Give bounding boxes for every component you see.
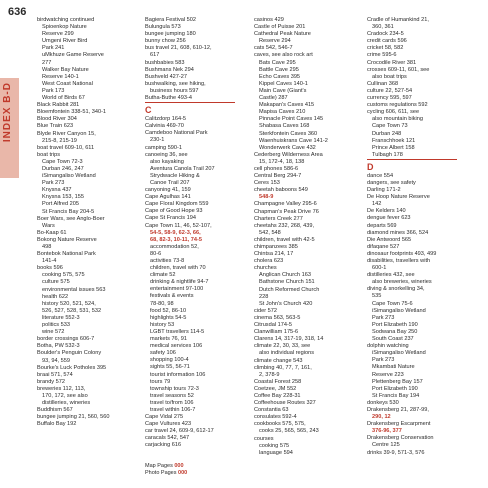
index-entry: donkeys 530 [367,399,399,406]
index-entry: Cape St Francis 194 [145,215,196,222]
index-entry: Calvinia 469-70 [145,123,184,130]
index-subentry: health 622 [42,293,69,300]
index-entry: cider 572 [254,307,278,314]
index-entry: diamond mines 366, 524 [367,229,429,236]
index-subentry: Makapan's Caves 415 [259,102,315,109]
index-subentry: politics 533 [42,322,70,329]
index-entry: caracals 542, 547 [145,435,190,442]
index-entry: bungee jumping 21, 560, 560 [37,414,110,421]
page-legend [145,463,187,477]
index-subentry: Bathstone Church 151 [259,279,315,286]
index-entry: brandy 572 [37,378,65,385]
index-subentry: Tulbagh 178 [372,151,403,158]
index-entry: Buffalo Bay 192 [37,421,77,428]
index-side-tab [0,78,19,178]
index-entry: consulates 592-4 [254,414,297,421]
index-subentry: Sterkfontein Caves 360 [259,130,318,137]
index-entry: Champagne Valley 295-6 [254,201,317,208]
index-entry: credit cards 596 [367,38,407,45]
index-entry: braai 571, 574 [37,371,73,378]
index-subentry: iSimangaliso Wetland [372,350,426,357]
index-subentry: festivals & events [150,293,194,300]
index-subentry: Shabasa Caves 168 [259,123,310,130]
index-entry: boat travel 609-10, 611 [37,144,95,151]
index-entry: dolphin watching [367,343,409,350]
index-subentry: 142 [372,201,382,208]
index-entry: Coffeehouse Routes 327 [254,400,316,407]
index-entry: Clanwilliam 175-6 [254,329,299,336]
index-entry: Buddhism 567 [37,407,73,414]
index-subentry: Castle) 287 [259,95,288,102]
index-subentry: Spioenkop Nature [42,24,87,31]
index-entry: birdwatching continued [37,17,95,23]
index-subentry: activities 73-8 [150,258,185,264]
index-entry: Boulder's Penguin Colony [37,350,102,357]
index-subentry: Battle Cave 295 [259,66,299,73]
index-subentry: medical services 106 [150,343,203,350]
index-entry: departs 569 [367,222,397,229]
section-divider [145,102,235,103]
index-entry: cats 542, 546-7 [254,45,293,52]
index-subentry: township tours 72-3 [150,385,199,392]
index-entry: currency 595, 597 [367,95,412,102]
index-subentry: climate 52 [150,272,176,279]
index-entry: Botha, PW 532-3 [37,343,80,350]
index-column-2 [145,17,237,450]
index-subentry: Port Alfred 205 [42,201,80,208]
photo-pages-value: 000 [178,470,188,476]
index-entry: Citrusdal 174-5 [254,322,292,329]
index-subentry: tours 79 [150,378,171,385]
index-entry: crime 595-6 [367,52,397,59]
index-subentry: children, travel with 70 [150,265,206,272]
index-entry: Cape Vidal 275 [145,414,184,421]
index-entry: books 596 [37,265,63,272]
index-entry: Bontebok National Park [37,251,96,258]
index-subentry: 600-1 [372,265,387,272]
index-entry: cheetah baboons 549 [254,187,308,194]
index-entry: crosses 609-11, 601, see [367,66,430,73]
index-entry: Charters Creek 277 [254,215,303,222]
index-entry: Chapman's Peak Drive 76 [254,208,319,215]
index-subentry: accommodation 52, [150,243,199,250]
index-subentry: also kayaking [150,158,184,165]
index-entry: Bloemfontein 338-51, 340-1 [37,109,107,116]
index-entry: Clarens 14, 317-19, 318, 14 [254,336,324,343]
photo-pages-label: Photo Pages [145,470,177,476]
index-entry: breweries 112, 113, [37,385,86,392]
side-tab-label: INDEX B-D [2,82,13,143]
index-subentry: Pinnacle Point Caves 145 [259,116,324,123]
index-entry: dance 554 [367,172,394,179]
index-subentry: also boat trips [372,73,407,80]
index-subentry: iSimangaliso Wetland [42,173,96,180]
index-column-3 [254,17,352,457]
index-subentry: safety 106 [150,350,176,357]
index-entry: dengue fever 623 [367,215,411,222]
index-subentry: drinking & nightlife 94-7 [150,279,209,286]
index-entry: customs regulations 592 [367,102,428,109]
index-entry: cholera 623 [254,258,284,265]
index-subentry: 542, 548 [259,229,281,236]
index-entry: Blyde River Canyon 15, [37,130,96,137]
index-entry: drinks 39-9, 571-3, 576 [367,449,425,456]
index-entry: Drakensberg 21, 287-99, [367,406,429,413]
index-subentry: tourist information 106 [150,371,206,378]
index-entry: Boer Wars, see Anglo-Boer [37,215,105,222]
index-subentry: 2, 378-9 [259,371,280,378]
index-subentry: sights 55, 56-71 [150,364,190,371]
index-entry: distilleries 432, see [367,272,415,279]
index-entry: Bokong Nature Reserve [37,236,97,243]
page-number: 636 [8,6,27,18]
index-subentry: Strydwacle Hiking & [150,172,200,179]
index-subentry: Reserve 140-1 [42,73,79,80]
index-subentry: Waenhuiskrans Cave 141-2 [259,137,328,144]
index-column-1 [37,17,129,428]
map-pages-value: 000 [174,463,184,469]
index-subentry: Durban 246, 247 [42,165,84,172]
index-entry: Cape Vultures 423 [145,421,192,428]
index-entry: chimpanzees 385 [254,244,298,250]
index-subentry: West Coast National [42,80,93,87]
index-entry: carjacking 616 [145,442,182,449]
index-subentry: Port Elizabeth 190 [372,321,418,328]
index-subentry: 498 [42,244,52,250]
index-entry: Calitzdorp 164-5 [145,116,187,123]
index-entry: Cape Floral Kingdom 559 [145,201,209,208]
index-entry: Cape Town 11, 46, 52-107, [145,222,212,229]
index-subentry: Canoe Trail 207 [150,179,190,186]
index-entry: culture 22, 527-54 [367,87,413,94]
index-entry: camping 590-1 [145,144,183,151]
index-entry: cricket 58, 582 [367,45,404,52]
index-subentry: Park 273 [372,357,395,364]
index-entry: children, travel with 42-5 [254,236,315,243]
index-entry: boat trips [37,151,61,158]
index-subentry: 376-96, 377 [372,428,402,435]
index-entry: dinosaur footprints 493, 499 [367,250,437,257]
map-pages-label: Map Pages [145,463,173,469]
index-section-letter: C [145,105,152,116]
index-subentry: shopping 100-4 [150,357,189,364]
index-entry: cheetahs 232, 268, 439, [254,222,315,229]
index-subentry: 80-6 [150,250,162,257]
index-entry: Castle of Puisse 201 [254,24,306,31]
index-subentry: Cape Town 73 [372,123,408,130]
index-entry: climbing 40, 77, 7, 161, [254,364,312,371]
index-subentry: iSimangaliso Wetland [372,307,426,314]
index-entry: cinema 563, 563-5 [254,314,301,321]
index-entry: cycling 606, 611, see [367,109,420,116]
index-entry: difaqane 527 [367,243,400,250]
index-subentry: 68, 82-3, 10-11, 74-5 [150,236,202,243]
index-entry: bushwalking, see hiking, [145,80,206,87]
index-entry: Central Berg 294-7 [254,173,302,180]
index-subentry: World of Birds 67 [42,95,85,102]
index-entry: canyoning 41, 159 [145,187,191,194]
index-subentry: 548-9 [259,194,274,201]
index-entry: Constantia 63 [254,407,289,414]
index-entry: Blue Train 623 [37,123,74,130]
index-subentry: Reserve 294 [259,38,291,45]
index-subentry: food 52, 86-10 [150,307,187,314]
index-entry: bus travel 21, 608, 610-12, [145,45,212,52]
index-entry: Coffee Bay 228-31 [254,392,301,399]
index-subentry: Aventura Canola Trail 207 [150,165,215,172]
index-entry: Cederberg Wilderness Area [254,151,323,158]
index-entry: Cape of Good Hope 93 [145,208,203,215]
index-subentry: Dutch Reformed Church [259,286,320,293]
index-column-4 [367,17,477,457]
index-subentry: wine 572 [42,329,65,336]
index-entry: border crossings 606-7 [37,336,95,343]
index-entry: Bagiera Festival 502 [145,17,196,23]
index-subentry: culture 575 [42,279,70,286]
index-subentry: 228 [259,293,269,300]
index-entry: Cullinan 368 [367,80,399,87]
index-entry: climate 22, 30, 33, see [254,343,311,350]
index-subentry: distilleries, wineries [42,400,91,407]
index-subentry: history 520, 521, 524, [42,300,96,307]
index-entry: Black Rabbit 281 [37,102,80,109]
index-subentry: 535 [372,293,382,300]
index-entry: disabilities, travellers with [367,258,431,264]
index-subentry: Wonderwerk Cave 432 [259,144,316,151]
index-subentry: Bats Cave 295 [259,59,296,66]
index-subentry: Park 273 [42,180,65,187]
index-subentry: Cape Town 75-6 [372,300,413,307]
index-entry: dangers, see safety [367,179,416,186]
index-entry: caves, see also rock art [254,52,313,59]
index-entry: climate change 543 [254,357,303,364]
index-entry: De Kelders 140 [367,208,406,215]
index-entry: Coastal Forest 258 [254,378,302,385]
index-subentry: 54-5, 58-9, 62-3, 66, [150,229,201,236]
index-subentry: LGBT travellers 114-5 [150,328,205,335]
index-entry: Bushmans Nek 294 [145,66,194,73]
index-subentry: also individual regions [259,350,315,357]
index-subentry: environmental issues 563 [42,286,106,293]
index-subentry: Main Cave (Giant's [259,87,307,94]
index-subentry: Echo Caves 395 [259,73,301,80]
index-subentry: Mkambati Nature [372,364,415,371]
index-entry: Coetzee, JM 552 [254,385,297,392]
index-subentry: Plettenberg Bay 157 [372,378,423,385]
index-entry: De Hoop Nature Reserve [367,194,430,201]
index-entry: Cradle of Humankind 21, [367,17,429,23]
index-entry: Bushveld 427-27 [145,73,187,80]
index-entry: bushbabies 583 [145,59,185,66]
index-subentry: 526, 527, 528, 531, 532 [42,307,102,314]
index-entry: Bulungula 573 [145,24,181,31]
index-subentry: cooking 575, 575 [42,272,85,279]
index-entry: Blood River 304 [37,116,77,123]
index-subentry: markets 76, 91 [150,336,187,343]
index-subentry: 93, 94, 559 [42,357,70,364]
section-divider [367,159,457,160]
index-subentry: 141-4 [42,258,57,265]
index-subentry: Reserve 223 [372,371,404,378]
index-subentry: 617 [150,52,160,59]
index-subentry: entertainment 97-100 [150,286,204,293]
index-subentry: South Coast 237 [372,336,414,343]
index-entry: Bourke's Luck Potholes 395 [37,364,107,371]
index-subentry: 78-80, 98 [150,300,174,307]
index-subentry: Park 173 [42,87,65,94]
index-subentry: also mountain biking [372,116,423,123]
index-subentry: Kippel Caves 140-1 [259,80,308,87]
index-subentry: 15, 172-4, 18, 138 [259,158,305,165]
index-subentry: Mapisa Caves 210 [259,109,306,116]
index-subentry: Centre 125 [372,442,400,449]
index-entry: Die Antwoord 565 [367,236,412,243]
index-subentry: Anglican Church 163 [259,272,311,279]
index-entry: cookbooks 575, 575, [254,421,306,428]
index-entry: diving & snorkelling 34, [367,286,425,293]
index-entry: Crocodile River 381 [367,59,417,66]
index-subentry: highlights 54-5 [150,314,187,321]
index-entry: bunny chow 256 [145,38,186,45]
index-entry: churches [254,265,277,272]
index-subentry: Durban 248 [372,130,402,137]
index-subentry: literature 552-3 [42,314,80,321]
index-entry: canoeing 36, see [145,151,188,158]
index-subentry: also breweries, wineries [372,279,432,286]
index-entry: Chintsa 214, 17 [254,251,294,258]
index-entry: Drakensberg Conservation [367,435,434,442]
index-entry: Darling 171-2 [367,187,401,194]
index-entry: Cape Agulhas 141 [145,194,191,201]
index-entry: Cradock 234-5 [367,31,404,38]
index-entry: Drakensberg Escarpment [367,421,431,428]
index-subentry: cooks 25, 565, 565, 243 [259,428,319,435]
index-entry: cell phones 586-6 [254,165,299,172]
index-subentry: Cape Town 72-3 [42,158,83,165]
index-subentry: Franschhoek 121 [372,137,416,144]
index-entry: Cathedral Peak Nature [254,31,311,38]
index-subentry: history 53 [150,321,175,328]
index-subentry: language 594 [259,449,293,456]
index-subentry: St Francis Bay 194 [372,392,420,399]
index-entry: Bo-Kaap 61 [37,229,67,236]
index-subentry: Wars [42,222,55,229]
index-subentry: Prince Albert 158 [372,144,415,151]
index-subentry: Walker Bay Nature [42,66,89,73]
index-subentry: uMkhuze Game Reserve [42,52,104,59]
index-subentry: 290, 12 [372,414,391,421]
index-subentry: 360, 361 [372,24,394,31]
index-entry: car travel 24, 609-9, 612-17 [145,428,214,435]
index-entry: casinos 429 [254,17,284,23]
index-subentry: business hours 597 [150,87,199,94]
index-entry: Camdeboo National Park [145,130,208,137]
index-subentry: St Francis Bay 204-5 [42,208,95,215]
index-subentry: 277 [42,59,52,66]
index-subentry: Umgeni River Bird [42,38,88,45]
index-subentry: 215-8, 215-19 [42,137,77,144]
index-subentry: cooking 575 [259,442,290,449]
index-subentry: Sodwana Bay 250 [372,328,418,335]
index-entry: bungee jumping 180 [145,31,196,38]
index-subentry: Park 273 [372,314,395,321]
index-subentry: Knysna 437 [42,187,72,194]
index-subentry: Reserve 299 [42,31,74,38]
index-entry: Butha-Buthe 493-4 [145,95,192,102]
index-subentry: travel within 106-7 [150,406,196,413]
index-section-letter: D [367,161,374,172]
index-subentry: Park 241 [42,45,65,52]
index-subentry: 230-1 [150,137,165,144]
index-subentry: 170, 172, see also [42,392,88,399]
index-subentry: Knysna 153, 155 [42,194,84,201]
index-subentry: travel seasons 52 [150,392,194,399]
index-entry: courses [254,435,274,442]
index-entry: Ceres 153 [254,180,280,187]
index-subentry: travel to/from 106 [150,399,194,406]
index-subentry: Port Elizabeth 190 [372,385,418,392]
index-subentry: St John's Church 420 [259,300,313,307]
